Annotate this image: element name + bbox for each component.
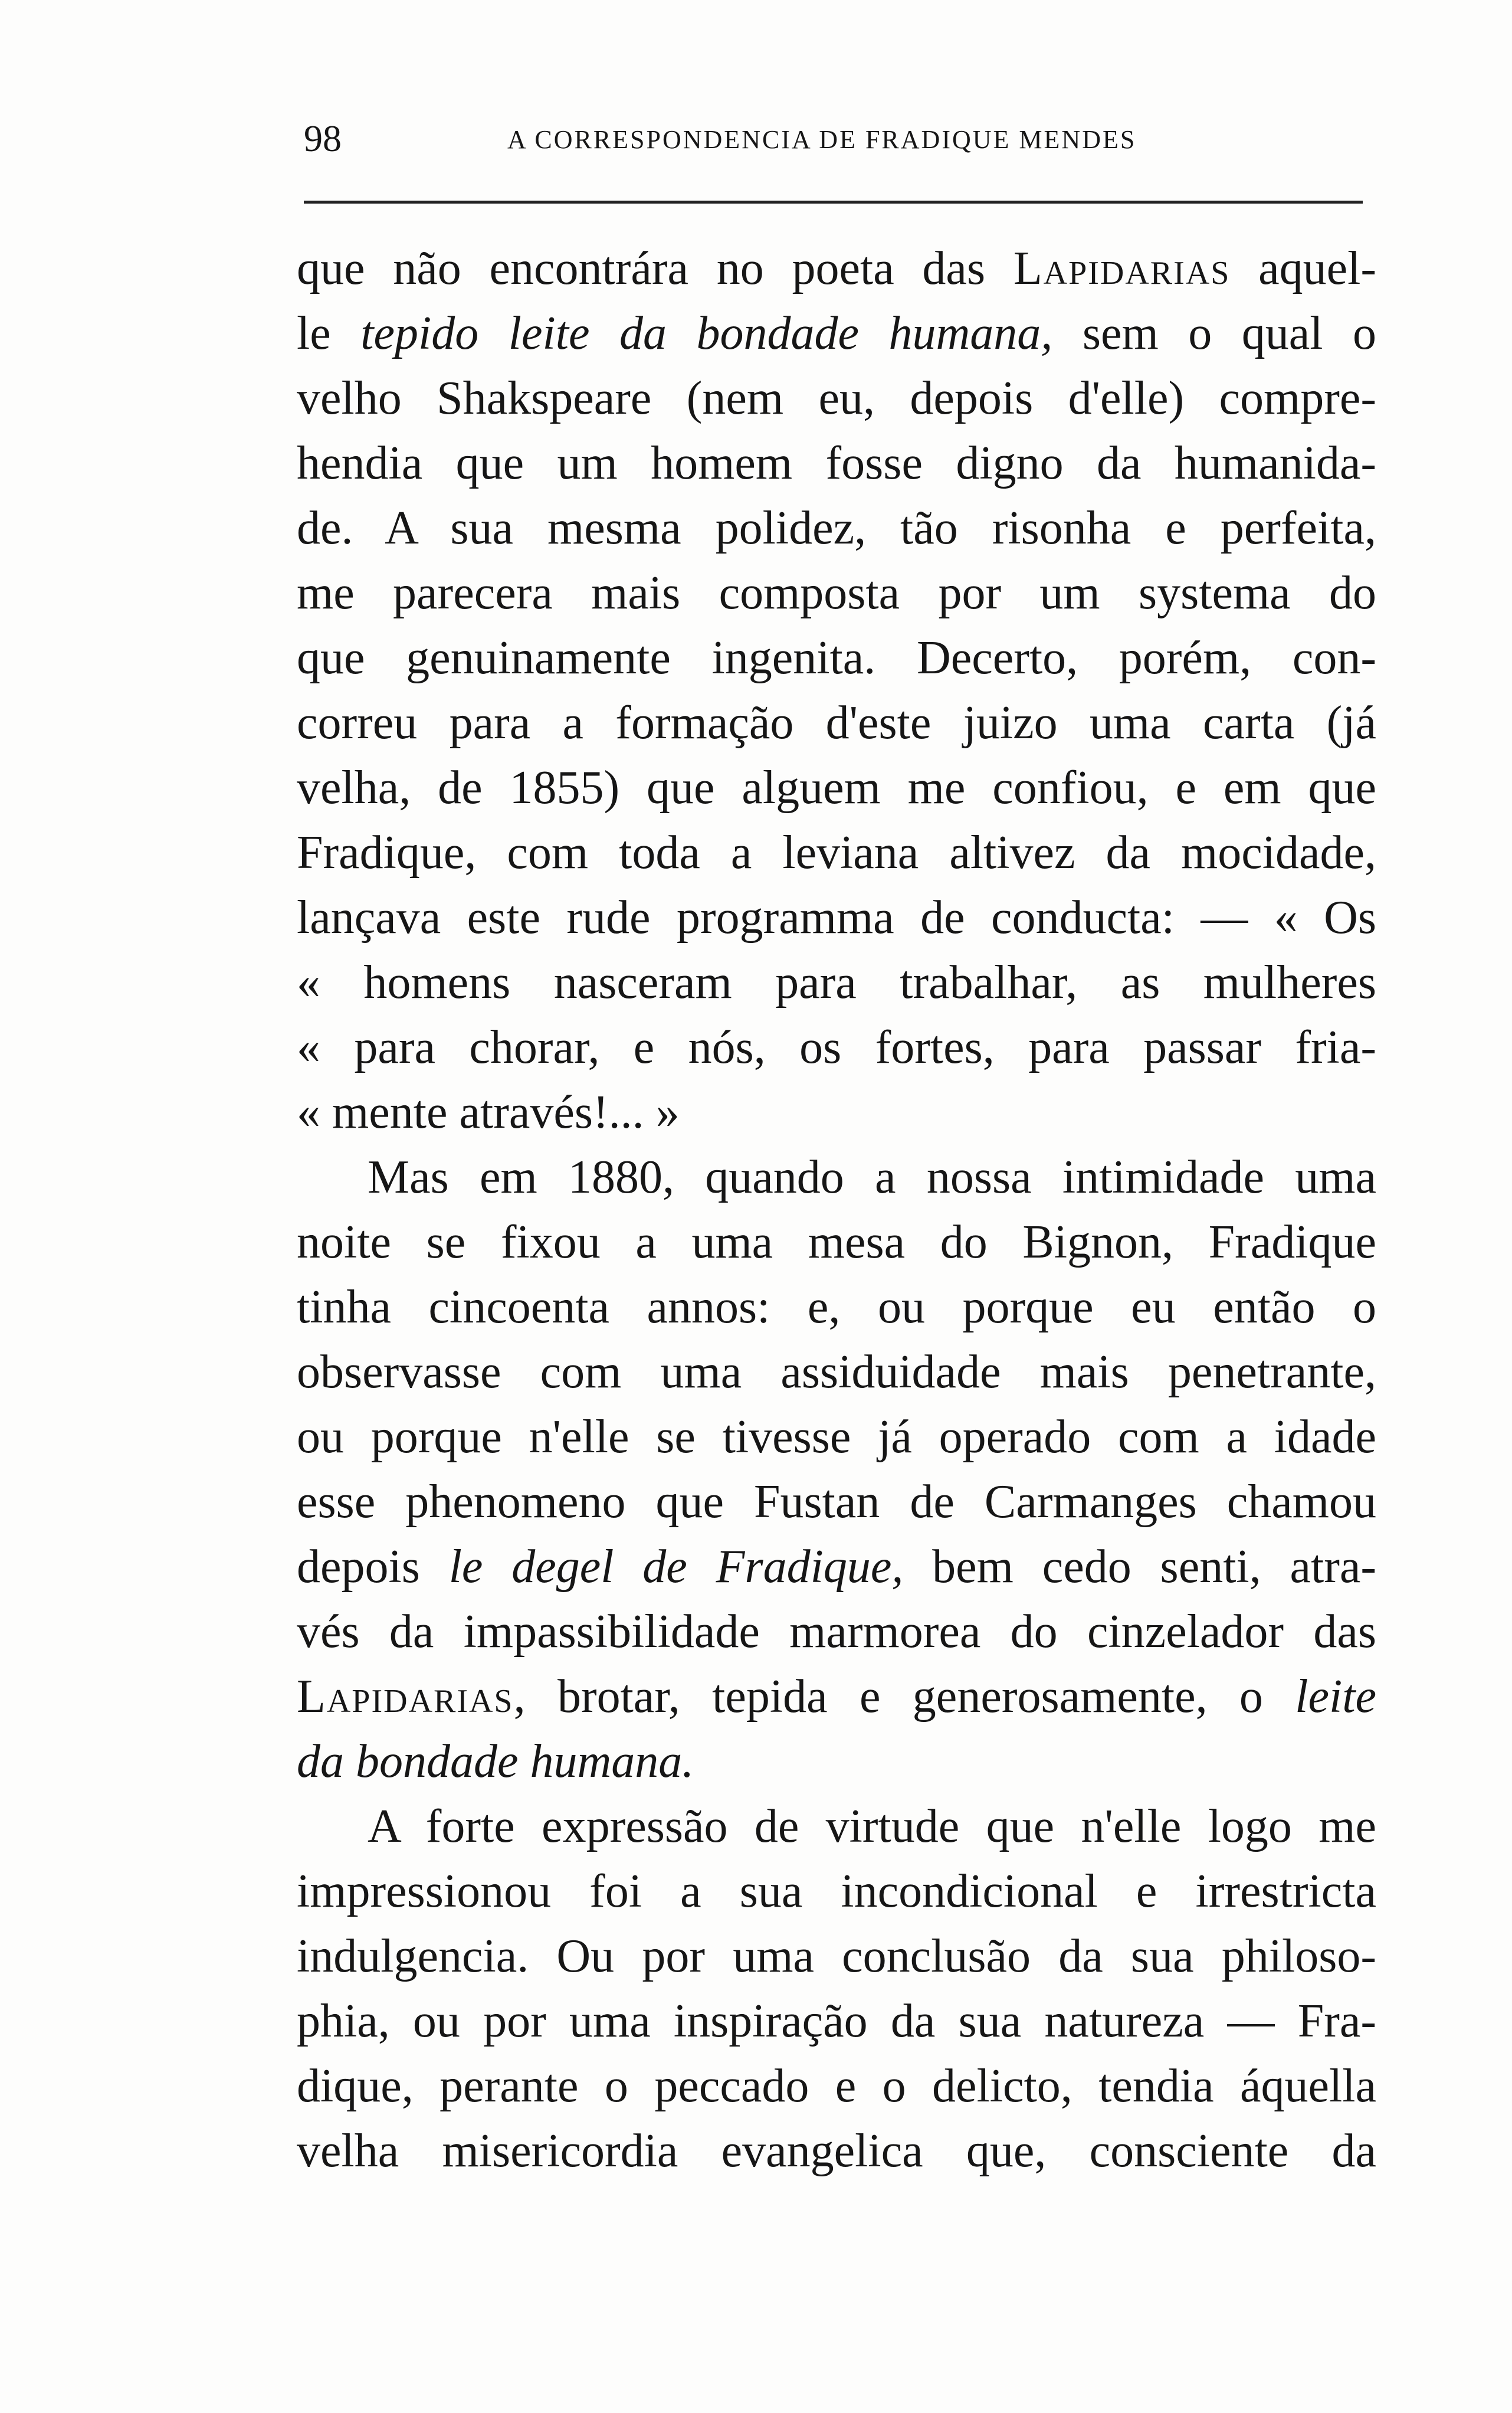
text-line: tinha cincoenta annos: e, ou porque eu então o bbox=[297, 1281, 1376, 1333]
text-line: velha, de 1855) que alguem me confiou, e em que bbox=[297, 762, 1376, 814]
book-title-lapidarias: Lapidarias bbox=[297, 1671, 514, 1723]
italic-quote: le degel de Fradique, bbox=[448, 1541, 904, 1593]
text-line: Fradique, com toda a leviana altivez da mocidade, bbox=[297, 827, 1376, 879]
text-line: vés da impassibilidade marmorea do cinzelador das bbox=[297, 1606, 1376, 1658]
text-line: « homens nasceram para trabalhar, as mulheres bbox=[297, 957, 1376, 1009]
page-number: 98 bbox=[304, 117, 342, 159]
running-title: A CORRESPONDENCIA DE FRADIQUE MENDES bbox=[507, 125, 1137, 154]
text-line bbox=[297, 1729, 1376, 1794]
text-line: hendia que um homem fosse digno da humanida- bbox=[297, 437, 1376, 489]
text-line: me parecera mais composta por um systema do bbox=[297, 567, 1376, 619]
text-line: le tepido leite da bondade humana, sem o qual o bbox=[297, 307, 1377, 359]
text-line: indulgencia. Ou por uma conclusão da sua philoso- bbox=[297, 1930, 1376, 1982]
text-line: phia, ou por uma inspiração da sua natureza — Fra- bbox=[297, 1995, 1376, 2047]
text-line: que genuinamente ingenita. Decerto, porém, con- bbox=[297, 632, 1376, 684]
text-line: correu para a formação d'este juizo uma carta (já bbox=[297, 697, 1376, 749]
book-title-lapidarias: Lapidarias bbox=[1013, 243, 1231, 294]
text-line: « para chorar, e nós, os fortes, para passar fria- bbox=[297, 1021, 1376, 1073]
text-line: Lapidarias, brotar, tepida e generosamente, o leite bbox=[297, 1671, 1376, 1723]
text-line: velha misericordia evangelica que, consciente da bbox=[297, 2125, 1376, 2177]
text-line: noite se fixou a uma mesa do Bignon, Fradique bbox=[297, 1216, 1376, 1268]
italic-quote: leite bbox=[1295, 1671, 1376, 1723]
text-line: lançava este rude programma de conducta: — « Os bbox=[297, 892, 1376, 944]
text-line: ou porque n'elle se tivesse já operado com a idade bbox=[297, 1411, 1376, 1463]
text-line: depois le degel de Fradique, bem cedo senti, atra- bbox=[297, 1541, 1376, 1593]
text-line: A forte expressão de virtude que n'elle logo me bbox=[368, 1800, 1376, 1852]
text-line: observasse com uma assiduidade mais penetrante, bbox=[297, 1346, 1376, 1398]
italic-quote: tepido leite da bondade humana, bbox=[360, 307, 1053, 359]
text-line: de. A sua mesma polidez, tão risonha e perfeita, bbox=[297, 502, 1376, 554]
running-head bbox=[304, 112, 1366, 165]
text-line: Mas em 1880, quando a nossa intimidade uma bbox=[368, 1151, 1376, 1203]
text-line: velho Shakspeare (nem eu, depois d'elle) compre- bbox=[297, 372, 1376, 424]
text-line: « mente através!... » bbox=[297, 1086, 680, 1138]
header-rule bbox=[304, 201, 1363, 204]
text-line: que não encontrára no poeta das Lapidarias aquel- bbox=[297, 243, 1377, 294]
text-line: dique, perante o peccado e o delicto, tendia áquella bbox=[297, 2060, 1376, 2112]
text-line: esse phenomeno que Fustan de Carmanges chamou bbox=[297, 1476, 1376, 1528]
text-line: impressionou foi a sua incondicional e irrestricta bbox=[297, 1865, 1376, 1917]
body-text bbox=[297, 236, 1376, 2183]
italic-quote: da bondade humana. bbox=[297, 1736, 694, 1787]
